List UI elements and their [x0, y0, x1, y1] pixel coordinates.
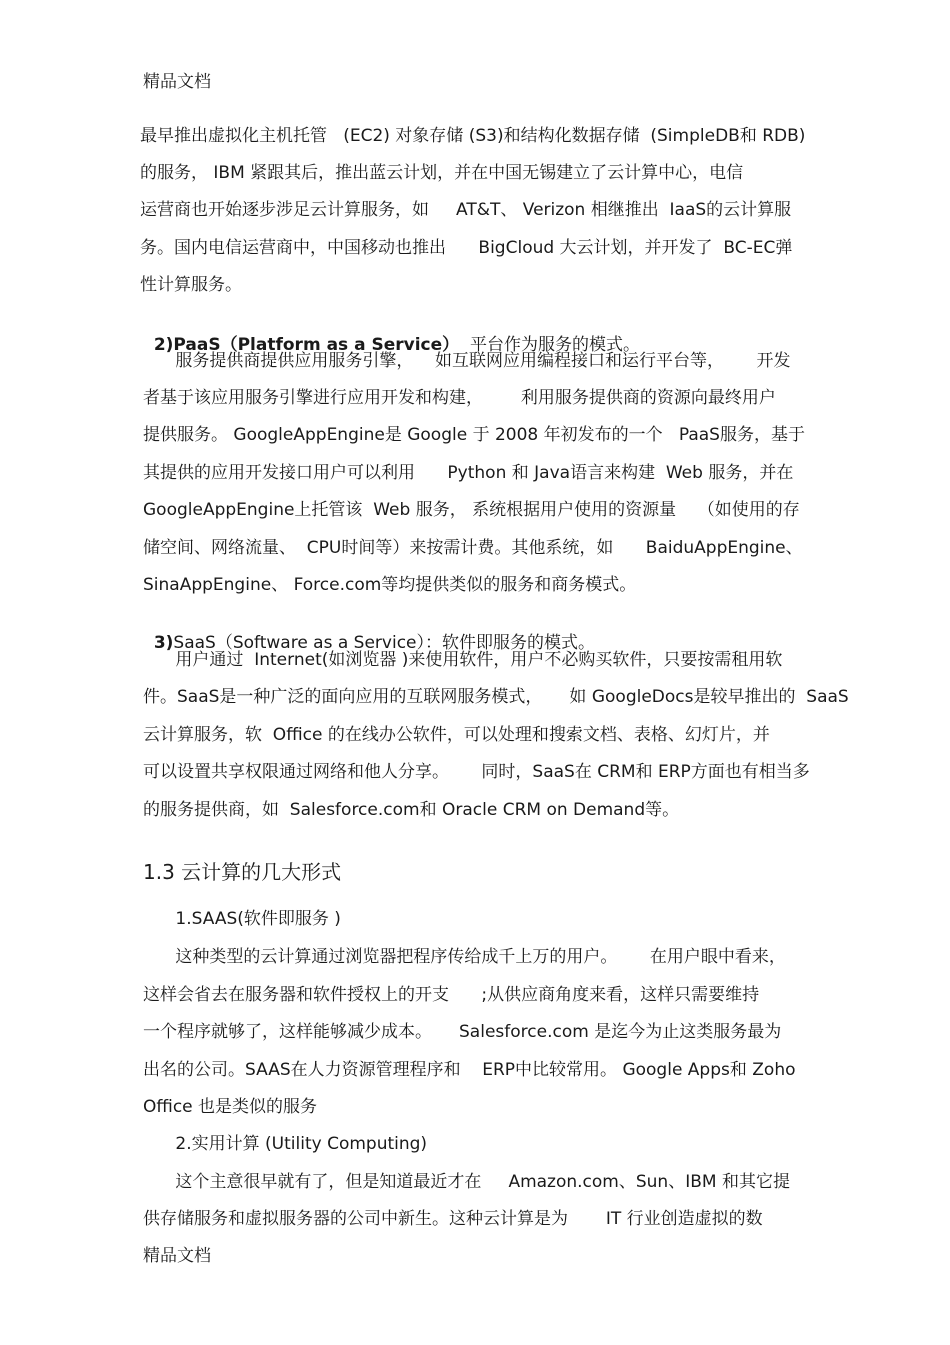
- text-line: 一个程序就够了，这样能够减少成本。 Salesforce.com 是迄今为止这类服务最为: [143, 1022, 782, 1042]
- text-line: 的服务提供商，如 Salesforce.com和 Oracle CRM on Demand等。: [143, 800, 680, 820]
- text-line: 提供服务。 GoogleAppEngine是 Google 于 2008 年初发布的一个 PaaS服务，基于: [143, 425, 805, 445]
- text-line: 这样会省去在服务器和软件授权上的开支 ;从供应商角度来看，这样只需要维持: [143, 985, 760, 1005]
- text-line: 用户通过 Internet(如浏览器 )来使用软件，用户不必购买软件，只要按需租用软: [143, 650, 783, 670]
- text-line: 的服务， IBM 紧跟其后，推出蓝云计划，并在中国无锡建立了云计算中心，电信: [140, 163, 744, 183]
- text-line: 者基于该应用服务引擎进行应用开发和构建， 利用服务提供商的资源向最终用户: [143, 388, 776, 408]
- text-line: 服务提供商提供应用服务引擎， 如互联网应用编程接口和运行平台等， 开发: [143, 351, 791, 371]
- paas-heading-rest: 平台作为服务的模式。: [459, 335, 640, 355]
- text-line: 供存储服务和虚拟服务器的公司中新生。这种云计算是为 IT 行业创造虚拟的数: [143, 1209, 763, 1229]
- saas-heading-label: 3): [153, 633, 174, 653]
- text-line: 其提供的应用开发接口用户可以利用 Python 和 Java语言来构建 Web 服务，并在: [143, 463, 794, 483]
- text-line: 可以设置共享权限通过网络和他人分享。 同时，SaaS在 CRM和 ERP方面也有相当多: [143, 762, 810, 782]
- text-line: GoogleAppEngine上托管该 Web 服务， 系统根据用户使用的资源量 （如使用的存: [143, 500, 800, 520]
- text-line: 这个主意很早就有了，但是知道最近才在 Amazon.com、Sun、IBM 和其它提: [143, 1172, 790, 1192]
- saas-heading-rest: SaaS（Software as a Service）：软件即服务的模式。: [173, 633, 596, 653]
- page-footer: 精品文档: [143, 1246, 211, 1266]
- text-line: 最早推出虚拟化主机托管 (EC2) 对象存储 (S3)和结构化数据存储 (SimpleDB和 RDB): [140, 126, 806, 146]
- text-line: 云计算服务，软 Office 的在线办公软件，可以处理和搜索文档、表格、幻灯片，并: [143, 725, 770, 745]
- text-line: SinaAppEngine、 Force.com等均提供类似的服务和商务模式。: [143, 575, 637, 595]
- saas2-title: 1.SAAS(软件即服务 ): [143, 909, 341, 929]
- saas-heading: [143, 613, 595, 653]
- text-line: 这种类型的云计算通过浏览器把程序传给成千上万的用户。 在用户眼中看来，: [143, 947, 786, 967]
- text-line: 运营商也开始逐步涉足云计算服务，如 AT&T、 Verizon 相继推出 IaaS的云计算服: [140, 200, 792, 220]
- text-line: 件。SaaS是一种广泛的面向应用的互联网服务模式， 如 GoogleDocs是较早推出的 SaaS: [143, 687, 849, 707]
- section-heading: 1.3 云计算的几大形式: [143, 860, 342, 884]
- paas-heading-label: 2)PaaS（Platform as a Service）: [153, 335, 460, 355]
- page-header: 精品文档: [143, 72, 211, 92]
- text-line: 性计算服务。: [140, 275, 242, 295]
- text-line: 储空间、网络流量、 CPU时间等）来按需计费。其他系统，如 BaiduAppEngine、: [143, 538, 803, 558]
- utility-title: 2.实用计算 (Utility Computing): [143, 1134, 428, 1154]
- text-line: 务。国内电信运营商中，中国移动也推出 BigCloud 大云计划，并开发了 BC-EC弹: [140, 238, 793, 258]
- text-line: 出名的公司。SAAS在人力资源管理程序和 ERP中比较常用。 Google Apps和 Zoho: [143, 1060, 796, 1080]
- text-line: Office 也是类似的服务: [143, 1097, 318, 1117]
- paas-heading: [143, 315, 640, 355]
